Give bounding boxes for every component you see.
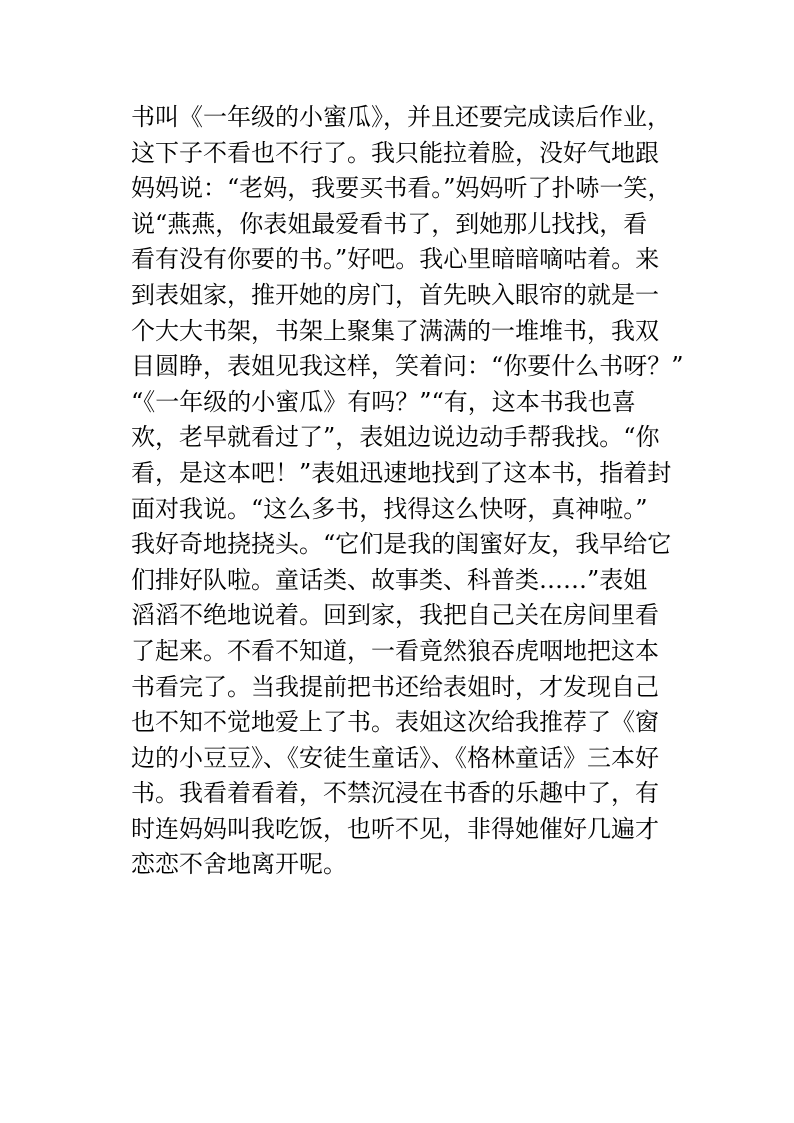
- text-line: 目圆睁，表姐见我这样，笑着问：“你要什么书呀？”: [131, 352, 684, 381]
- text-line: 恋恋不舍地离开呢。: [131, 850, 347, 879]
- text-line: 看有没有你要的书。”好吧。我心里暗暗嘀咕着。来: [131, 245, 660, 274]
- text-line: 了起来。不看不知道，一看竟然狼吞虎咽地把这本: [131, 636, 659, 665]
- text-line: 这下子不看也不行了。我只能拉着脸，没好气地跟: [131, 138, 659, 167]
- text-line: 书看完了。当我提前把书还给表姐时，才发现自己: [131, 672, 659, 701]
- text-line: “《一年级的小蜜瓜》有吗？”“有，这本书我也喜: [131, 387, 636, 416]
- text-line: 也不知不觉地爱上了书。表姐这次给我推荐了《窗: [131, 708, 659, 737]
- text-line: 边的小豆豆》、《安徒生童话》、《格林童话》三本好: [131, 743, 659, 772]
- text-line: 欢，老早就看过了”，表姐边说边动手帮我找。“你: [131, 423, 660, 452]
- text-line: 看，是这本吧！”表姐迅速地找到了这本书，指着封: [131, 458, 672, 487]
- text-line: 我好奇地挠挠头。“它们是我的闺蜜好友，我早给它: [131, 530, 672, 559]
- text-line: 妈妈说：“老妈，我要买书看。”妈妈听了扑哧一笑，: [131, 174, 672, 203]
- text-line: 们排好队啦。童话类、故事类、科普类……”表姐: [131, 565, 648, 594]
- text-line: 时连妈妈叫我吃饭，也听不见，非得她催好几遍才: [131, 814, 659, 843]
- text-line: 说“燕燕，你表姐最爱看书了，到她那儿找找，看: [131, 209, 648, 238]
- essay-text-block: [131, 100, 691, 883]
- text-line: 个大大书架，书架上聚集了满满的一堆堆书，我双: [131, 316, 659, 345]
- text-line: 到表姐家，推开她的房门，首先映入眼帘的就是一: [131, 280, 659, 309]
- text-line: 书叫《一年级的小蜜瓜》，并且还要完成读后作业，: [131, 103, 671, 131]
- text-line: 滔滔不绝地说着。回到家，我把自己关在房间里看: [131, 601, 659, 630]
- text-line: 面对我说。“这么多书，找得这么快呀，真神啦。”: [131, 494, 648, 523]
- text-line: 书。我看着看着，不禁沉浸在书香的乐趣中了，有: [131, 779, 659, 808]
